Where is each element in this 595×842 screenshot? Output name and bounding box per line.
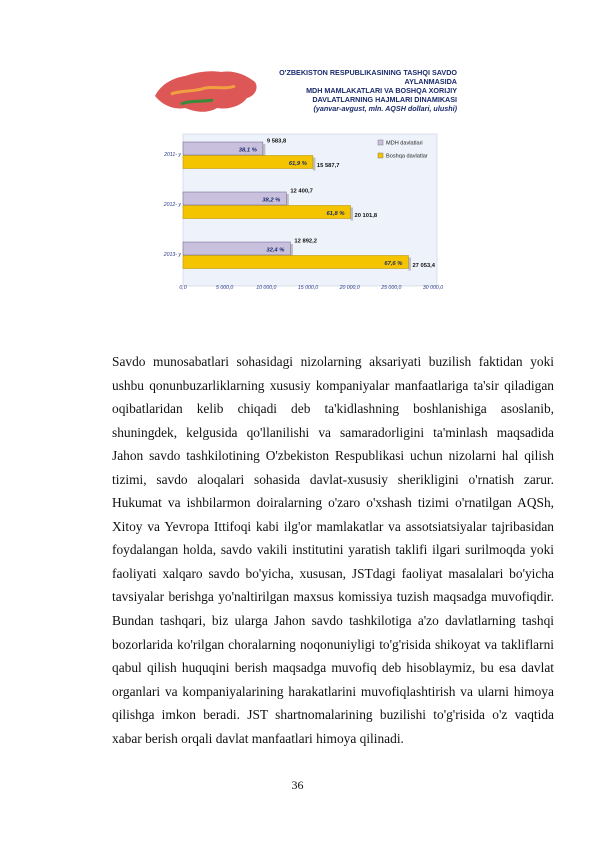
data-label: 12 892,2 [294,238,318,245]
share-label: 61,9 % [288,161,307,167]
bar-shadow [408,258,411,271]
x-tick-label: 10 000,0 [256,285,277,291]
bar-shadow [313,158,316,171]
legend-swatch [378,153,383,158]
x-tick-label: 30 000,0 [422,285,444,291]
category-label: 2012- y [163,202,181,208]
share-label: 32,4 % [266,247,285,254]
bar-boshqa [183,256,408,269]
share-label: 38,1 % [238,147,257,154]
share-label: 38,2 % [262,197,281,204]
paragraph [112,350,554,750]
legend-label: MDH davlatlari [386,140,423,147]
x-tick-label: 20 000,0 [339,285,360,291]
x-tick-label: 25 000,0 [381,285,402,291]
x-tick-label: 0,0 [179,285,187,291]
figure [143,58,463,294]
legend-swatch [378,140,383,145]
bar-shadow [286,194,289,207]
data-label: 20 101,8 [354,213,378,219]
chart-title-line: O'ZBEKISTON RESPUBLIKASINING TASHQI SAVDO AYLANMASIDA [279,68,457,86]
bar-shadow [290,244,293,257]
legend-label: Boshqa davlatlar [386,153,428,160]
bar-shadow [351,208,354,221]
chart-subtitle: (yanvar-avgust, mln. AQSH dollari, ulushi) [313,104,457,113]
category-label: 2011- y [164,152,181,158]
share-label: 67,6 % [384,261,403,267]
body-text [112,350,554,750]
x-tick-label: 5 000,0 [216,285,234,291]
data-label: 9 583,8 [266,138,287,145]
chart-title-line: MDH MAMLAKATLARI VA BOSHQA XORIJIY [306,86,457,95]
bar-shadow [263,144,266,157]
share-label: 61,8 % [326,211,345,217]
bar-chart [143,58,463,294]
data-label: 15 587,7 [316,163,340,169]
bar-boshqa [183,206,351,219]
chart-title-line: DAVLATLARNING HAJMLARI DINAMIKASI [312,95,457,104]
x-tick-label: 15 000,0 [297,285,319,291]
data-label: 27 053,4 [412,263,436,269]
page-number: 36 [291,778,304,792]
data-label: 12 400,7 [290,188,313,195]
paragraph-text: Savdo munosabatlari sohasidagi nizolarning aksariyati buzilish faktidan yoki ushbu qonunbuzarliklarning xususiy kompaniyalar manfaatlariga ta'sir qiladigan oqibatlaridan kelib chiqadi deb ta'kidlashning boshlanishiga asoslanib, shuningdek, kelgusida qo'llanilishi va samaradorligini ta'minlash maqsadida Jahon savdo tashkilotining O'zbekiston Respublikasi uchun nizolarni hal qilish tizimi, savdo aloqalari sohasida davlat-xususiy sherikligini o'rnatish zarur. Hukumat va ishbilarmon doiralarning o'zaro o'xshash tizimi o'rnatilgan AQSh, Xitoy va Yevropa Ittifoqi kabi ilg'or mamlakatlar va assotsiatsiyalar tajribasidan foydalangan holda, savdo vakili institutini yaratish taklifi ilgari surilmoqda yoki faoliyati xalqaro savdo bo'yicha, xususan, JSTdagi faoliyat masalalari bo'yicha tavsiyalar berishga yo'naltirilgan maxsus komissiya tuzish maqsadga muvofiqdir. Bundan tashqari, biz ularga Jahon savdo tashkilotiga a'zo davlatlarning tashqi bozorlarida ko'rilgan choralarning noqonuniyligi to'g'risida shikoyat va takliflarni qabul qilish huquqini berish maqsadga muvofiq deb hisoblaymiz, bu esa davlat organlari va kompaniyalarining harakatlarini muvofiqlashtirish va ularni himoya qilishga imkon beradi. JST shartnomalarining buzilishi to'g'risida o'z vaqtida xabar berish orqali davlat manfaatlari himoya qilinadi. [112,354,554,746]
category-label: 2013- y [163,252,181,258]
